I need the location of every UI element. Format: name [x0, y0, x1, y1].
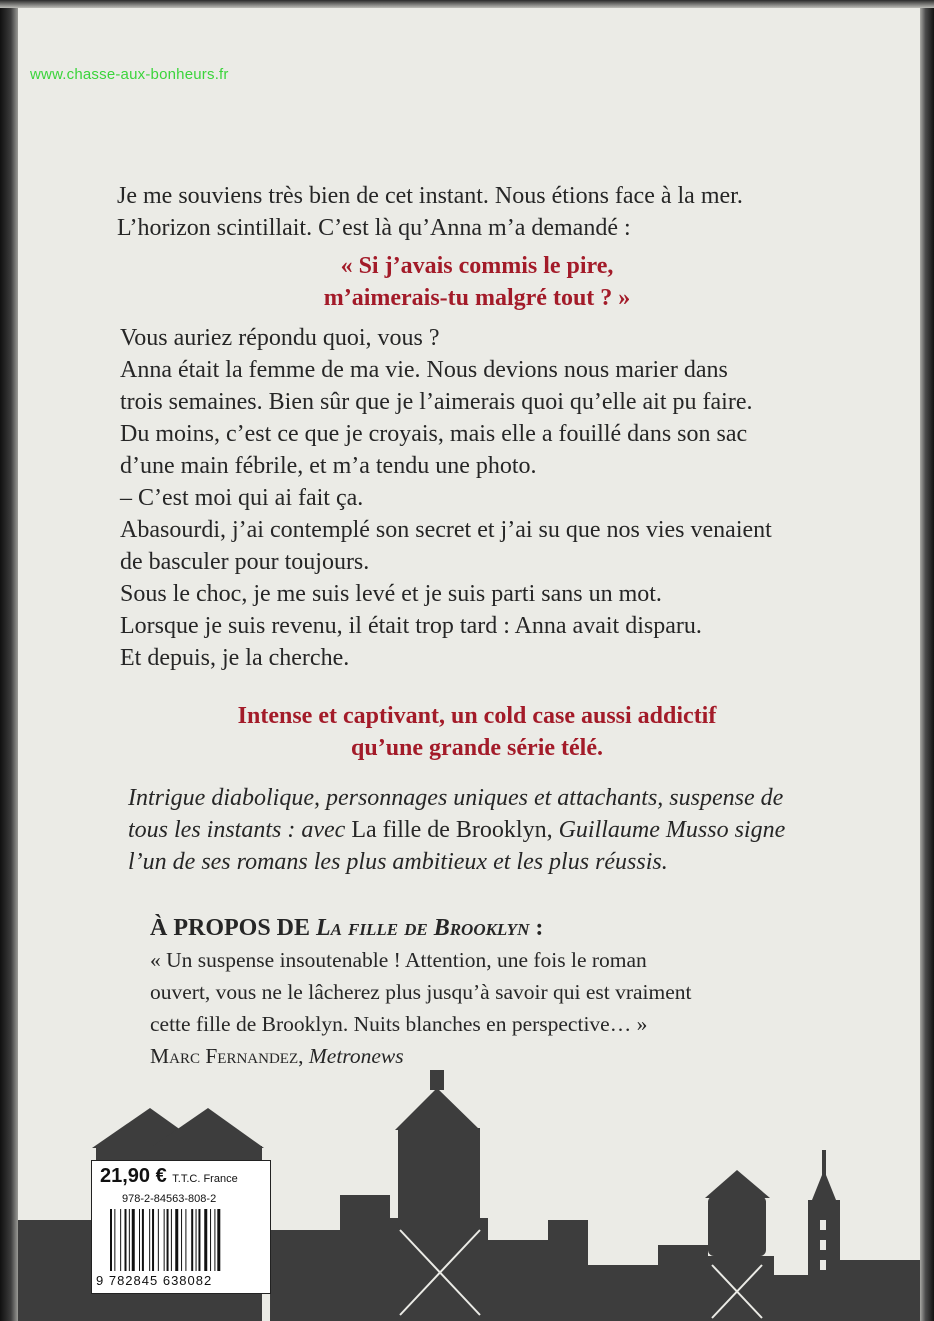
blurb-line: Intrigue diabolique, personnages uniques et attachants, suspense de — [128, 785, 784, 811]
barcode-bar — [191, 1209, 193, 1271]
about-heading-title: La fille de Brooklyn — [316, 915, 530, 941]
intro-line: L’horizon scintillait. C’est là qu’Anna m’a demandé : — [117, 215, 631, 241]
intro-line: Je me souviens très bien de cet instant. Nous étions face à la mer. — [117, 183, 743, 209]
barcode-bar — [142, 1209, 144, 1271]
barcode-bar — [185, 1209, 186, 1271]
barcode-bar — [129, 1209, 130, 1271]
review-attribution — [150, 1040, 830, 1072]
barcode-bar — [110, 1209, 112, 1271]
story-line: – C’est moi qui ai fait ça. — [120, 485, 364, 511]
about-heading — [150, 912, 830, 944]
barcode-bar — [152, 1209, 154, 1271]
price-line — [100, 1165, 238, 1188]
review-line: ouvert, vous ne le lâcherez plus jusqu’à savoir qui est vraiment — [150, 980, 692, 1004]
story-line: d’une main fébrile, et m’a tendu une photo. — [120, 453, 537, 479]
review-line: « Un suspense insoutenable ! Attention, une fois le roman — [150, 948, 647, 972]
barcode-bar — [171, 1209, 172, 1271]
intro-paragraph — [117, 180, 837, 244]
barcode-bar — [167, 1209, 169, 1271]
about-heading-prefix: À PROPOS DE — [150, 915, 317, 941]
tagline-line: Intense et captivant, un cold case aussi addictif — [237, 703, 717, 729]
barcode-bars — [108, 1209, 258, 1271]
story-line: trois semaines. Bien sûr que je l’aimerais quoi qu’elle ait pu faire. — [120, 389, 753, 415]
ean-digits: 9 782845 638082 — [96, 1273, 213, 1288]
cover-edge-top — [0, 0, 934, 8]
isbn-number: 978-2-84563-808-2 — [122, 1193, 217, 1205]
review-source: Metronews — [308, 1044, 404, 1068]
barcode-bar — [214, 1209, 215, 1271]
story-line: Vous auriez répondu quoi, vous ? — [120, 325, 440, 351]
barcode-bar — [204, 1209, 207, 1271]
blurb-book-title: La fille de Brooklyn, — [351, 817, 553, 843]
story-line: Anna était la femme de ma vie. Nous devions nous marier dans — [120, 357, 728, 383]
barcode-bar — [196, 1209, 197, 1271]
quote-line: m’aimerais-tu malgré tout ? » — [323, 285, 631, 311]
barcode-bar — [132, 1209, 135, 1271]
about-section — [150, 912, 830, 1072]
review-author: Marc Fernandez, — [150, 1044, 304, 1068]
quote-paragraph — [117, 250, 837, 314]
barcode-label — [91, 1160, 271, 1294]
tagline-line: qu’une grande série télé. — [351, 735, 603, 761]
barcode-bar — [120, 1209, 121, 1271]
price-note: T.T.C. France — [172, 1173, 238, 1185]
barcode-bar — [149, 1209, 150, 1271]
barcode-bar — [114, 1209, 115, 1271]
story-line: Sous le choc, je me suis levé et je suis parti sans un mot. — [120, 581, 662, 607]
barcode-bar — [210, 1209, 211, 1271]
story-line: Lorsque je suis revenu, il était trop tard : Anna avait disparu. — [120, 613, 702, 639]
story-line: Abasourdi, j’ai contemplé son secret et j’ai su que nos vies venaient — [120, 517, 772, 543]
barcode-bar — [198, 1209, 200, 1271]
price: 21,90 € — [100, 1165, 167, 1187]
blurb-text: Guillaume Musso signe — [552, 817, 786, 843]
barcode-bar — [164, 1209, 165, 1271]
blurb-text: tous les instants : avec — [128, 817, 352, 843]
story-line: Du moins, c’est ce que je croyais, mais elle a fouillé dans son sac — [120, 421, 748, 447]
review-line: cette fille de Brooklyn. Nuits blanches en perspective… » — [150, 1012, 648, 1036]
story-paragraph — [120, 322, 840, 674]
blurb-line: l’un de ses romans les plus ambitieux et les plus réussis. — [128, 849, 668, 875]
barcode-bar — [125, 1209, 127, 1271]
barcode-bar — [175, 1209, 178, 1271]
barcode-bar — [139, 1209, 140, 1271]
barcode-bar — [158, 1209, 159, 1271]
blurb-line — [128, 814, 848, 846]
barcode-bar — [217, 1209, 220, 1271]
about-heading-suffix: : — [529, 915, 544, 941]
story-line: Et depuis, je la cherche. — [120, 645, 350, 671]
watermark-url: www.chasse-aux-bonheurs.fr — [30, 66, 229, 83]
quote-line: « Si j’avais commis le pire, — [340, 253, 614, 279]
blurb-paragraph — [128, 782, 848, 878]
barcode-bar — [181, 1209, 182, 1271]
tagline-paragraph — [117, 700, 837, 764]
story-line: de basculer pour toujours. — [120, 549, 370, 575]
